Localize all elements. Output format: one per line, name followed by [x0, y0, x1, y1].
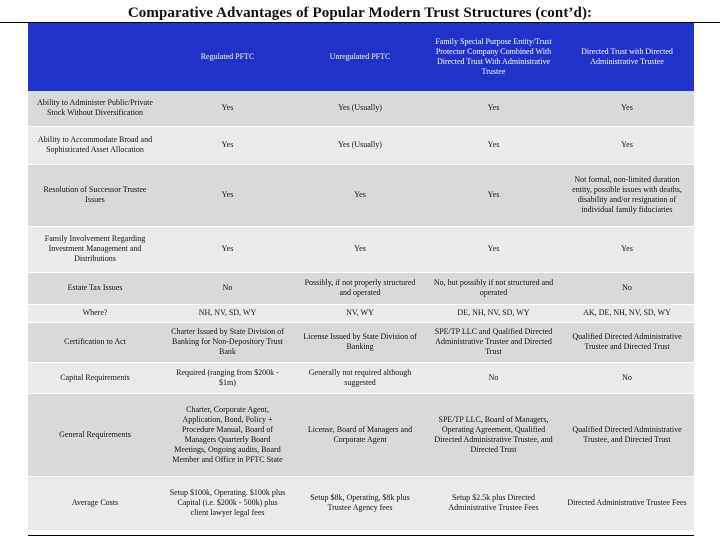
- table-cell: Generally not required although suggested: [293, 362, 427, 393]
- table-cell: License Issued by State Division of Banking: [293, 322, 427, 362]
- table-cell: NH, NV, SD, WY: [162, 304, 293, 322]
- table-row: [28, 476, 694, 530]
- table-cell: Yes (Usually): [293, 91, 427, 126]
- table-row: [28, 226, 694, 272]
- table-cell: Required (ranging from $200k - $1m): [162, 362, 293, 393]
- table-cell: NV, WY: [293, 304, 427, 322]
- table-cell: Charter Issued by State Division of Banking for Non-Depository Trust Bank: [162, 322, 293, 362]
- table-row: [28, 272, 694, 304]
- header-regulated-pftc: Regulated PFTC: [162, 23, 293, 91]
- table-row: [28, 362, 694, 393]
- table-cell: Possibly, if not properly structured and operated: [293, 272, 427, 304]
- table-cell: DE, NH, NV, SD, WY: [427, 304, 560, 322]
- table-row: [28, 126, 694, 164]
- table-row: [28, 164, 694, 226]
- table-cell: Yes: [427, 226, 560, 272]
- table-row: [28, 393, 694, 476]
- page-title: Comparative Advantages of Popular Modern Trust Structures (cont’d):: [127, 5, 593, 21]
- row-label: Ability to Administer Public/Private Stock Without Diversification: [28, 91, 162, 126]
- table-cell: Directed Administrative Trustee Fees: [560, 476, 694, 530]
- comparison-table: [28, 23, 694, 531]
- table-cell: SPE/TP LLC and Qualified Directed Administrative Trustee and Directed Trust: [427, 322, 560, 362]
- table-cell: No: [162, 272, 293, 304]
- table-row: [28, 304, 694, 322]
- header-cell-corner: [28, 23, 162, 91]
- table-cell: AK, DE, NH, NV, SD, WY: [560, 304, 694, 322]
- table-cell: Yes: [162, 164, 293, 226]
- row-label: Where?: [28, 304, 162, 322]
- table-row: [28, 322, 694, 362]
- table-cell: Yes: [560, 126, 694, 164]
- table-cell: Yes: [293, 226, 427, 272]
- row-label: Certification to Act: [28, 322, 162, 362]
- table-cell: Not formal, non-limited duration entity, possible issues with deaths, disability and/or resignation of individual family fiduciaries: [560, 164, 694, 226]
- table-cell: License, Board of Managers and Corporate Agent: [293, 393, 427, 476]
- table-cell: Charter, Corporate Agent, Application, Bond, Policy + Procedure Manual, Board of Managers Quarterly Board Meetings, Ongoing audits, Board Member and Office in PFTC State: [162, 393, 293, 476]
- row-label: Estate Tax Issues: [28, 272, 162, 304]
- table-cell: Yes (Usually): [293, 126, 427, 164]
- row-label: Family Involvement Regarding Investment Management and Distributions: [28, 226, 162, 272]
- table-cell: No: [560, 272, 694, 304]
- table-row: [28, 91, 694, 126]
- table-cell: Qualified Directed Administrative Trustee and Directed Trust: [560, 322, 694, 362]
- header-family-spe: Family Special Purpose Entity/Trust Protector Company Combined With Directed Trust With Administrative Trustee: [427, 23, 560, 91]
- table-cell: No: [560, 362, 694, 393]
- table-cell: Setup $8k, Operating, $8k plus Trustee Agency fees: [293, 476, 427, 530]
- row-label: General Requirements: [28, 393, 162, 476]
- table-cell: Yes: [427, 91, 560, 126]
- row-label: Capital Requirements: [28, 362, 162, 393]
- table-cell: Setup $100k, Operating. $100k plus Capital (i.e. $200k - 500k) plus client lawyer legal fees: [162, 476, 293, 530]
- table-cell: Yes: [427, 164, 560, 226]
- row-label: Average Costs: [28, 476, 162, 530]
- header-row: [28, 23, 694, 91]
- header-unregulated-pftc: Unregulated PFTC: [293, 23, 427, 91]
- row-label: Ability to Accommodate Broad and Sophisticated Asset Allocation: [28, 126, 162, 164]
- table-cell: Yes: [162, 126, 293, 164]
- table-cell: Yes: [162, 226, 293, 272]
- table-cell: No, but possibly if not structured and operated: [427, 272, 560, 304]
- table-cell: Yes: [427, 126, 560, 164]
- table-cell: Yes: [560, 226, 694, 272]
- table-cell: Yes: [162, 91, 293, 126]
- header-directed-trust: Directed Trust with Directed Administrative Trustee: [560, 23, 694, 91]
- bottom-rule: [28, 535, 694, 536]
- table-cell: SPE/TP LLC, Board of Managers, Operating Agreement, Qualified Directed Administrative Trustee, and Directed Trust: [427, 393, 560, 476]
- table-cell: No: [427, 362, 560, 393]
- table-cell: Yes: [560, 91, 694, 126]
- table-cell: Qualified Directed Administrative Trustee, and Directed Trust: [560, 393, 694, 476]
- row-label: Resolution of Successor Trustee Issues: [28, 164, 162, 226]
- table-cell: Yes: [293, 164, 427, 226]
- table-cell: Setup $2.5k plus Directed Administrative Trustee Fees: [427, 476, 560, 530]
